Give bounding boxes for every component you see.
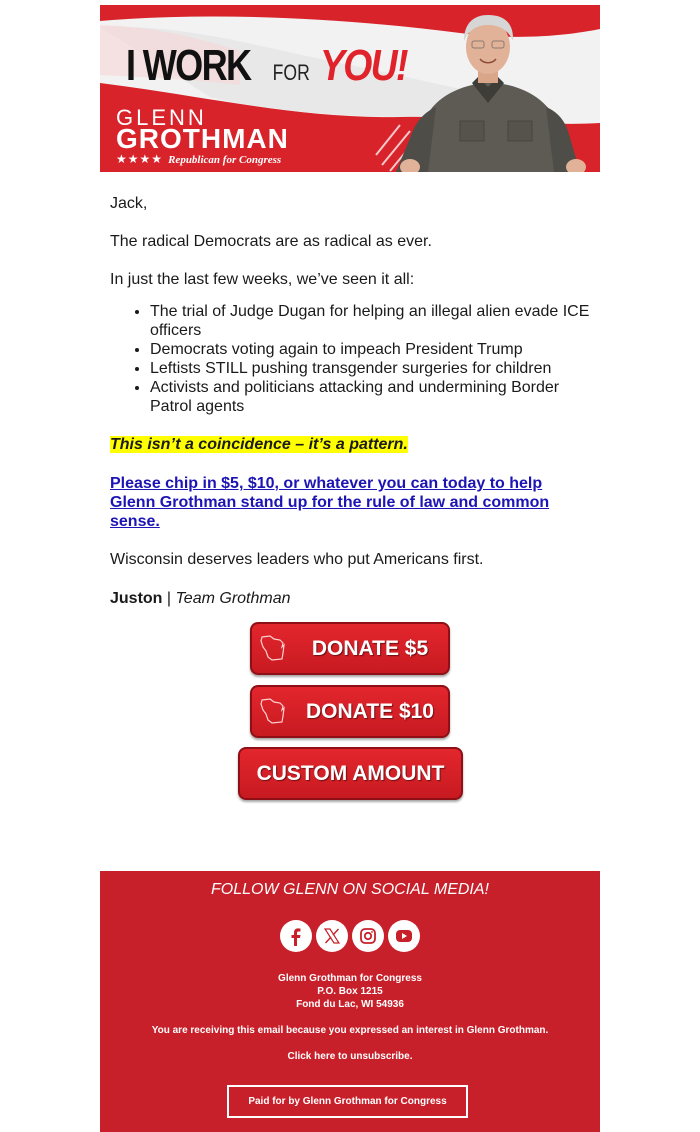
- candidate-photo: [376, 11, 600, 172]
- slogan-for: FOR: [272, 60, 310, 85]
- x-icon: [323, 927, 341, 945]
- donate-5-label: DONATE $5: [311, 636, 429, 660]
- instagram-link[interactable]: [352, 920, 384, 952]
- custom-amount-label: CUSTOM AMOUNT: [256, 761, 445, 785]
- paragraph-intro: The radical Democrats are as radical as ever.: [110, 233, 432, 250]
- x-link[interactable]: [316, 920, 348, 952]
- paid-for-disclaimer: Paid for by Glenn Grothman for Congress: [227, 1085, 468, 1118]
- donate-10-button[interactable]: [250, 685, 450, 738]
- signature: [110, 589, 291, 608]
- slogan-you: YOU!: [320, 41, 408, 90]
- po-box: P.O. Box 1215: [317, 986, 383, 997]
- greeting: Jack,: [110, 195, 148, 212]
- candidate-last-name: GROTHMAN: [116, 123, 289, 154]
- highlight-paragraph: [110, 435, 408, 454]
- paragraph-closing: Wisconsin deserves leaders who put Americans first.: [110, 551, 484, 568]
- list-item: • Democrats voting again to impeach President Trump: [150, 340, 595, 359]
- signature-separator: |: [162, 590, 176, 607]
- footer: [100, 871, 600, 1132]
- tagline-text: Republican for Congress: [168, 154, 282, 166]
- cta-paragraph: [110, 474, 560, 531]
- donate-link[interactable]: Please chip in $5, $10, or whatever you can today to help Glenn Grothman stand up for the rule of law and common sense.: [110, 475, 550, 530]
- email-container: [100, 0, 600, 167]
- highlighted-text: This isn’t a coincidence – it’s a pattern.: [110, 436, 408, 453]
- list-item: • Leftists STILL pushing transgender surgeries for children: [150, 359, 595, 378]
- wisconsin-icon: [258, 696, 288, 726]
- youtube-link[interactable]: [388, 920, 420, 952]
- wisconsin-icon: [258, 633, 288, 663]
- instagram-icon: [359, 927, 377, 945]
- candidate-first-name: GLENN: [116, 105, 207, 130]
- city-state-zip: Fond du Lac, WI 54936: [296, 999, 404, 1010]
- header-banner: [100, 5, 600, 172]
- youtube-icon: [394, 928, 414, 944]
- social-links: [280, 920, 420, 952]
- donate-5-button[interactable]: [250, 622, 450, 675]
- list-item: • The trial of Judge Dugan for helping an illegal alien evade ICE officers: [150, 302, 595, 340]
- follow-heading: FOLLOW GLENN ON SOCIAL MEDIA!: [211, 881, 489, 898]
- facebook-link[interactable]: [280, 920, 312, 952]
- org-name: Glenn Grothman for Congress: [278, 973, 422, 984]
- slogan-i-work: I WORK: [126, 41, 251, 90]
- signature-team: Team Grothman: [175, 590, 291, 607]
- custom-amount-button[interactable]: [238, 747, 463, 800]
- banner-tagline: [116, 152, 281, 166]
- bullet-list: [110, 302, 595, 416]
- donate-10-label: DONATE $10: [306, 699, 434, 723]
- subscription-notice: You are receiving this email because you expressed an interest in Glenn Grothman.: [151, 1025, 549, 1036]
- list-item: • Activists and politicians attacking and undermining Border Patrol agents: [150, 378, 595, 416]
- unsubscribe-link[interactable]: Click here to unsubscribe.: [287, 1051, 413, 1062]
- facebook-icon: [286, 926, 306, 946]
- signature-name: Juston: [110, 590, 163, 607]
- paragraph-lead: In just the last few weeks, we’ve seen it all:: [110, 271, 415, 288]
- stars-icon: ★★★★: [116, 152, 164, 166]
- mailing-address: [100, 972, 600, 1011]
